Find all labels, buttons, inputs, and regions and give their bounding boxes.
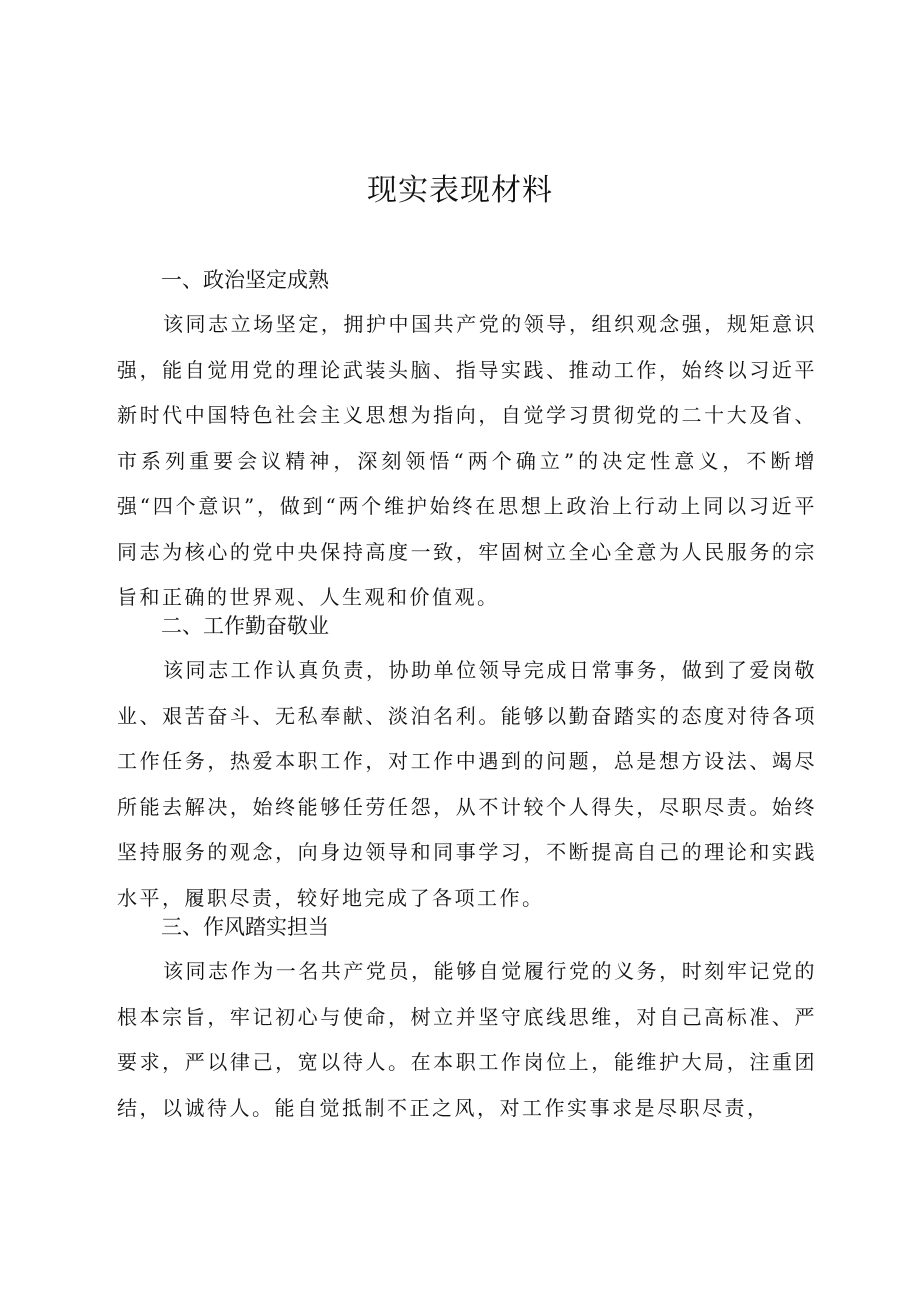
document-title: 现实表现材料 [367,173,553,208]
section-work [117,604,817,921]
section-heading: 二、工作勤奋敬业 [161,614,329,638]
section-style [117,905,817,1131]
section-paragraph: 该同志立场坚定，拥护中国共产党的领导，组织观念强，规矩意识强，能自觉用党的理论武装头脑、指导实践、推动工作，始终以习近平新时代中国特色社会主义思想为指向，自觉学习贯彻党的二十大及省、市系列重要会议精神，深刻领悟“两个确立”的决定性意义，不断增强“四个意识”，做到“两个维护始终在思想上政治上行动上同以习近平同志为核心的党中央保持高度一致，牢固树立全心全意为人民服务的宗旨和正确的世界观、人生观和价值观。 [117,312,817,609]
section-political [117,258,817,621]
section-paragraph: 该同志工作认真负责，协助单位领导完成日常事务，做到了爱岗敬业、艰苦奋斗、无私奉献、淡泊名利。能够以勤奋踏实的态度对待各项工作任务，热爱本职工作，对工作中遇到的问题，总是想方设法、竭尽所能去解决，始终能够任劳任怨，从不计较个人得失，尽职尽责。始终坚持服务的观念，向身边领导和同事学习，不断提高自己的理论和实践水平，履职尽责，较好地完成了各项工作。 [117,658,817,910]
section-paragraph: 该同志作为一名共产党员，能够自觉履行党的义务，时刻牢记党的根本宗旨，牢记初心与使命，树立并坚守底线思维，对自己高标准、严要求，严以律己，宽以待人。在本职工作岗位上，能维护大局，注重团结，以诚待人。能自觉抵制不正之风，对工作实事求是尽职尽责， [117,959,817,1120]
section-heading: 一、政治坚定成熟 [161,268,329,292]
section-heading: 三、作风踏实担当 [161,915,329,939]
